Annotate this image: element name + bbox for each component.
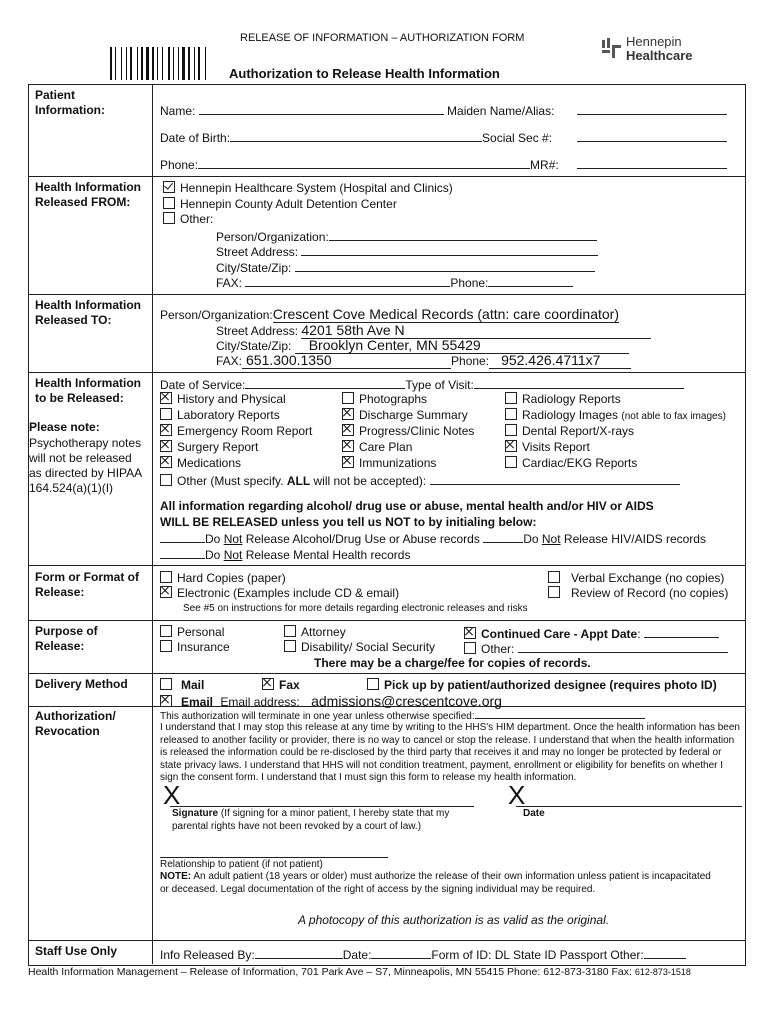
note-text: An adult patient (18 years or older) must authorize the release of their own information unless patient is incapacitated or deceased. Legal documentation of the right of access by the signing individual may be required. xyxy=(160,871,711,895)
immunizations-checkbox[interactable] xyxy=(342,456,354,468)
relationship-label: Relationship to patient (if not patient) xyxy=(160,859,323,870)
barcode-bar xyxy=(139,47,140,80)
delivery-label: Delivery Method xyxy=(35,677,128,691)
other-release-label: Other (Must specify. xyxy=(177,474,284,488)
from-phone-label: Phone: xyxy=(450,276,489,290)
lab-checkbox[interactable] xyxy=(160,408,172,420)
electronic-checkbox[interactable] xyxy=(160,586,172,598)
history-checkbox[interactable] xyxy=(160,392,172,404)
note-line-1: Psychotherapy notes xyxy=(29,436,142,450)
barcode-bar xyxy=(144,47,145,80)
progress-checkbox[interactable] xyxy=(342,424,354,436)
disability-checkbox[interactable] xyxy=(284,640,296,652)
barcode-bar xyxy=(182,47,185,80)
do-label: Do xyxy=(205,548,221,562)
released-to-label: Health Information Released TO: xyxy=(35,298,142,327)
other-purpose-field[interactable] xyxy=(518,640,728,653)
maiden-field[interactable] xyxy=(577,102,727,115)
barcode-bar xyxy=(162,47,163,80)
review-option: Review of Record (no copies) xyxy=(571,586,729,600)
barcode-bar xyxy=(137,47,138,80)
barcode-bar xyxy=(159,47,161,80)
insurance-checkbox[interactable] xyxy=(160,640,172,652)
signature-x: X xyxy=(163,780,181,810)
radiology-images-checkbox[interactable] xyxy=(505,408,517,420)
radiology-images-option: Radiology Images xyxy=(522,408,619,422)
history-option: History and Physical xyxy=(177,392,286,406)
termination-field[interactable] xyxy=(475,709,645,719)
verbal-option: Verbal Exchange (no copies) xyxy=(571,571,725,585)
name-label: Name: xyxy=(160,104,196,118)
medications-checkbox[interactable] xyxy=(160,456,172,468)
other-release-checkbox[interactable] xyxy=(160,474,172,486)
barcode-bar xyxy=(173,47,174,80)
attorney-checkbox[interactable] xyxy=(284,625,296,637)
cardiac-checkbox[interactable] xyxy=(505,456,517,468)
disability-option: Disability/ Social Security xyxy=(301,640,436,654)
divider xyxy=(28,940,746,941)
visits-option: Visits Report xyxy=(522,440,590,454)
main-title: Authorization to Release Health Information xyxy=(229,66,500,81)
ssn-field[interactable] xyxy=(577,129,727,142)
radiology-reports-option: Radiology Reports xyxy=(522,392,621,406)
barcode xyxy=(110,47,210,80)
other-release-field[interactable] xyxy=(430,472,680,485)
from-city-label: City/State/Zip: xyxy=(216,261,292,275)
pickup-checkbox[interactable] xyxy=(367,678,379,690)
barcode-bar xyxy=(126,47,127,80)
fax-checkbox[interactable] xyxy=(262,678,274,690)
hard-copy-checkbox[interactable] xyxy=(160,571,172,583)
footer-text: Health Information Management – Release of Information, 701 Park Ave – S7, Minneapolis, MN 55415 Phone: 612-873-3180 Fax: xyxy=(28,966,632,978)
date-x: X xyxy=(508,780,526,810)
discharge-option: Discharge Summary xyxy=(359,408,468,422)
released-by-field[interactable] xyxy=(255,946,343,959)
appt-date-field[interactable] xyxy=(644,625,719,638)
pickup-option: Pick up by patient/authorized designee (requires photo ID) xyxy=(384,678,717,692)
date-label: Date xyxy=(523,808,545,819)
barcode-bar xyxy=(191,47,193,80)
divider xyxy=(28,565,746,566)
mr-label: MR#: xyxy=(530,158,559,172)
from-street-label: Street Address: xyxy=(216,245,299,259)
personal-checkbox[interactable] xyxy=(160,625,172,637)
relationship-line[interactable] xyxy=(160,857,388,858)
barcode-bar xyxy=(152,47,154,80)
other-all: ALL xyxy=(286,474,311,488)
photos-option: Photographs xyxy=(359,392,428,406)
photos-checkbox[interactable] xyxy=(342,392,354,404)
from-street-field[interactable] xyxy=(301,243,598,256)
hhs-checkbox[interactable] xyxy=(163,181,175,193)
other-purpose-checkbox[interactable] xyxy=(464,642,476,654)
dos-label: Date of Service: xyxy=(160,378,246,392)
continued-care-checkbox[interactable] xyxy=(464,627,476,639)
barcode-bar xyxy=(113,47,114,80)
from-fax-label: FAX: xyxy=(216,276,243,290)
to-person-field[interactable]: Crescent Cove Medical Records (attn: care coordinator) xyxy=(272,306,619,322)
barcode-bar xyxy=(130,47,132,80)
staff-date-field[interactable] xyxy=(371,946,431,959)
other-suffix: will not be accepted): xyxy=(313,474,427,488)
email-checkbox[interactable] xyxy=(160,695,172,707)
barcode-bar xyxy=(110,47,112,80)
footer-fax: 612-873-1518 xyxy=(634,967,691,977)
other-from-option: Other: xyxy=(180,212,214,226)
dos-field[interactable] xyxy=(245,376,405,389)
staff-date-label: Date: xyxy=(342,948,372,962)
other-purpose-option: Other: xyxy=(481,642,515,656)
to-fax-label: FAX: xyxy=(216,354,243,368)
surgery-option: Surgery Report xyxy=(177,440,259,454)
logo-line1: Hennepin xyxy=(626,34,682,49)
termination-text: This authorization will terminate in one year unless otherwise specified: xyxy=(160,711,475,722)
barcode-bar xyxy=(168,47,170,80)
electronic-option: Electronic (Examples include CD & email) xyxy=(177,586,400,600)
dob-label: Date of Birth: xyxy=(160,131,231,145)
from-phone-field[interactable] xyxy=(488,274,573,287)
note-bold: NOTE: xyxy=(160,871,192,882)
column-divider xyxy=(152,84,153,964)
do-label: Do xyxy=(523,532,539,546)
barcode-bar xyxy=(121,47,122,80)
footer xyxy=(28,966,691,978)
barcode-bar xyxy=(198,47,200,80)
barcode-bar xyxy=(157,47,158,80)
authorization-label: Authorization/ Revocation xyxy=(35,709,116,738)
surgery-checkbox[interactable] xyxy=(160,440,172,452)
visits-checkbox[interactable] xyxy=(505,440,517,452)
maiden-label: Maiden Name/Alias: xyxy=(447,104,555,118)
barcode-bar xyxy=(141,47,143,80)
radiology-reports-checkbox[interactable] xyxy=(505,392,517,404)
to-street-field[interactable]: 4201 58th Ave N xyxy=(301,322,651,339)
format-note: See #5 on instructions for more details regarding electronic releases and risks xyxy=(183,603,528,614)
email-address-label: Email address: xyxy=(220,695,300,709)
phone-field[interactable] xyxy=(198,156,530,169)
mr-field[interactable] xyxy=(577,156,727,169)
dental-option: Dental Report/X-rays xyxy=(522,424,635,438)
charge-note: There may be a charge/fee for copies of records. xyxy=(314,656,591,670)
hard-copy-option: Hard Copies (paper) xyxy=(177,571,286,585)
barcode-bar xyxy=(194,47,195,80)
logo-mark-icon xyxy=(600,37,622,59)
divider xyxy=(28,372,746,373)
dental-checkbox[interactable] xyxy=(505,424,517,436)
date-line[interactable] xyxy=(516,806,742,807)
medications-option: Medications xyxy=(177,456,242,470)
careplan-option: Care Plan xyxy=(359,440,413,454)
from-city-field[interactable] xyxy=(295,259,595,272)
authorization-paragraph: I understand that I may stop this release at any time by writing to the HHS's HIM department. Once the health information has been released to another facility or provider, there is no way to cancel or stop the release. I understand that when the health information is released the information could be re-disclosed by the third party that receives it and may no longer be protected by federal or state privacy laws. I understand that HHS will not condition treatment, payment, enrollment or eligibility for benefits on whether I sign the consent form. I understand that I must sign this form to release my health information. xyxy=(160,722,740,783)
to-city-label: City/State/Zip: xyxy=(216,339,292,353)
not-label: Not xyxy=(223,548,243,562)
purpose-label: Purpose of Release: xyxy=(35,624,98,653)
init-mental-field[interactable] xyxy=(160,546,205,559)
init-hiv-label: Release HIV/AIDS records xyxy=(563,532,706,546)
barcode-bar xyxy=(133,47,136,80)
verbal-checkbox[interactable] xyxy=(548,571,560,583)
barcode-bar xyxy=(180,47,181,80)
init-mental-label: Release Mental Health records xyxy=(245,548,411,562)
released-by-label: Info Released By: xyxy=(160,948,255,962)
barcode-bar xyxy=(196,47,197,80)
discharge-checkbox[interactable] xyxy=(342,408,354,420)
from-fax-field[interactable] xyxy=(245,274,450,287)
form-of-id-field[interactable] xyxy=(644,946,686,959)
barcode-bar xyxy=(175,47,177,80)
to-fax-field[interactable]: 651.300.1350 xyxy=(242,352,451,369)
barcode-bar xyxy=(128,47,129,80)
alcohol-line-2: WILL BE RELEASED unless you tell us NOT to by initialing below: xyxy=(160,515,537,529)
divider xyxy=(28,294,746,295)
phone-label: Phone: xyxy=(160,158,199,172)
ssn-label: Social Sec #: xyxy=(482,131,553,145)
to-street-label: Street Address: xyxy=(216,324,299,338)
radiology-note: (not able to fax images) xyxy=(621,411,726,422)
barcode-bar xyxy=(146,47,149,80)
fax-option: Fax xyxy=(279,678,300,692)
form-of-id-label: Form of ID: DL State ID Passport Other: xyxy=(431,948,644,962)
signature-line[interactable] xyxy=(170,806,474,807)
insurance-option: Insurance xyxy=(177,640,230,654)
detention-option: Hennepin County Adult Detention Center xyxy=(180,197,397,211)
barcode-bar xyxy=(178,47,179,80)
visit-type-field[interactable] xyxy=(474,376,684,389)
note-title: Please note: xyxy=(29,420,100,434)
released-from-label: Health Information Released FROM: xyxy=(35,180,142,209)
detention-checkbox[interactable] xyxy=(163,197,175,209)
staff-label: Staff Use Only xyxy=(35,944,118,958)
barcode-bar xyxy=(115,47,116,80)
photocopy-note: A photocopy of this authorization is as valid as the original. xyxy=(298,913,610,927)
patient-section-label: Patient Information: xyxy=(35,88,105,117)
lab-option: Laboratory Reports xyxy=(177,408,280,422)
to-city-field[interactable]: Brooklyn Center, MN 55429 xyxy=(295,337,629,354)
to-phone-label: Phone: xyxy=(451,354,490,368)
cardiac-option: Cardiac/EKG Reports xyxy=(522,456,638,470)
not-label: Not xyxy=(541,532,561,546)
dob-field[interactable] xyxy=(230,129,482,142)
barcode-bar xyxy=(186,47,187,80)
barcode-bar xyxy=(117,47,120,80)
barcode-bar xyxy=(205,47,206,80)
er-checkbox[interactable] xyxy=(160,424,172,436)
do-label: Do xyxy=(205,532,221,546)
signature-label: Signature xyxy=(172,808,219,819)
barcode-bar xyxy=(171,47,172,80)
barcode-bar xyxy=(207,47,208,80)
email-address-field[interactable]: admissions@crescentcove.org xyxy=(311,693,502,709)
to-person-label: Person/Organization: xyxy=(160,308,273,322)
personal-option: Personal xyxy=(177,625,225,639)
barcode-bar xyxy=(155,47,156,80)
hhs-option: Hennepin Healthcare System (Hospital and Clinics) xyxy=(180,181,453,195)
note-line-2: will not be released xyxy=(29,451,132,465)
divider xyxy=(28,620,746,621)
from-person-field[interactable] xyxy=(329,228,597,241)
logo-line2: Healthcare xyxy=(626,48,693,63)
er-option: Emergency Room Report xyxy=(177,424,313,438)
format-label: Form or Format of Release: xyxy=(35,570,139,599)
note-line-3: as directed by HIPAA xyxy=(29,466,143,480)
careplan-checkbox[interactable] xyxy=(342,440,354,452)
to-phone-field[interactable]: 952.426.4711x7 xyxy=(489,352,631,369)
continued-care-option: Continued Care - Appt Date xyxy=(481,627,638,641)
init-hiv-field[interactable] xyxy=(483,530,523,543)
name-field[interactable] xyxy=(199,102,444,115)
mail-option: Mail xyxy=(181,678,205,692)
hennepin-logo xyxy=(600,34,720,64)
init-alcohol-label: Release Alcohol/Drug Use or Abuse records xyxy=(245,532,480,546)
to-be-released-label: Health Information to be Released: xyxy=(35,376,142,405)
barcode-bar xyxy=(150,47,151,80)
attorney-option: Attorney xyxy=(301,625,346,639)
barcode-bar xyxy=(123,47,125,80)
barcode-bar xyxy=(188,47,190,80)
mail-checkbox[interactable] xyxy=(160,678,172,690)
divider xyxy=(28,176,746,177)
from-person-label: Person/Organization: xyxy=(216,230,329,244)
signature-note: (If signing for a minor patient, I hereby state that my parental rights have not been revoked by a court of law.) xyxy=(172,808,450,832)
progress-option: Progress/Clinic Notes xyxy=(359,424,475,438)
barcode-bar xyxy=(201,47,204,80)
review-checkbox[interactable] xyxy=(548,586,560,598)
init-alcohol-field[interactable] xyxy=(160,530,205,543)
not-label: Not xyxy=(223,532,243,546)
barcode-bar xyxy=(164,47,167,80)
email-option: Email xyxy=(181,695,214,709)
other-from-checkbox[interactable] xyxy=(163,212,175,224)
immunizations-option: Immunizations xyxy=(359,456,437,470)
form-title: RELEASE OF INFORMATION – AUTHORIZATION FORM xyxy=(240,32,525,44)
visit-type-label: Type of Visit: xyxy=(405,378,474,392)
note-line-4: 164.524(a)(1)(I) xyxy=(29,481,114,495)
alcohol-line-1: All information regarding alcohol/ drug use or abuse, mental health and/or HIV or AIDS xyxy=(160,499,654,513)
divider xyxy=(28,673,746,674)
